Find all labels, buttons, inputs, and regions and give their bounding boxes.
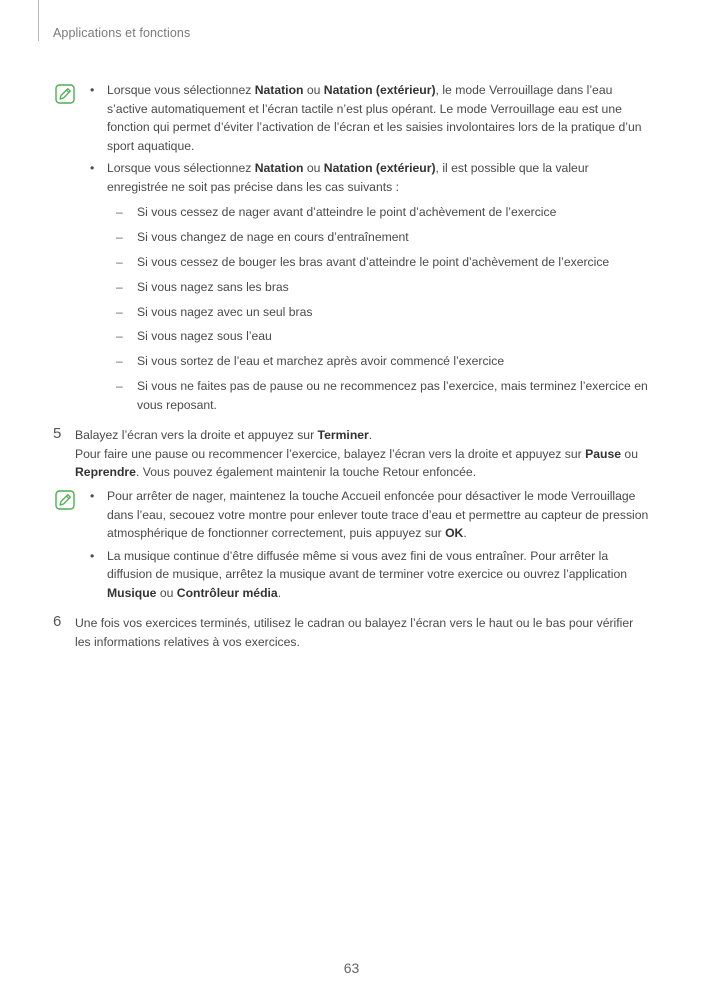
step-6-number: 6 [53,613,62,630]
list-item: – Si vous nagez sous l’eau [107,327,650,346]
page-number: 63 [343,960,360,976]
note-1-bullet-1: • Lorsque vous sélectionnez Natation ou Natation (extérieur), le mode Verrouillage dans l’eau s’active automatiquement et l’écran tactile n’est plus opérant. Le mode Verrouillage eau est une fonction qui permet d’éviter l’activation de l’écran et les saisies involontaires lors de la pratique d’un sport aquatique. [90,81,650,155]
header-divider [38,0,39,41]
list-item: – Si vous nagez sans les bras [107,278,650,297]
list-item: – Si vous cessez de nager avant d’atteindre le point d’achèvement de l’exercice [107,203,650,222]
list-item: – Si vous sortez de l’eau et marchez après avoir commencé l’exercice [107,352,650,371]
section-title: Applications et fonctions [53,26,191,40]
list-item: – Si vous changez de nage en cours d’entraînement [107,228,650,247]
list-item: – Si vous ne faites pas de pause ou ne recommencez pas l’exercice, mais terminez l’exercice en vous reposant. [107,377,650,414]
inaccuracy-cases-list [107,203,650,415]
note-2-list [90,487,650,603]
note-2-bullet-2: • La musique continue d’être diffusée même si vous avez fini de vous entraîner. Pour arrêter la diffusion de musique, arrêtez la musique avant de terminer votre exercice ou ouvrez l’application Musique ou Contrôleur média. [90,547,650,603]
note-1-bullet-2: • Lorsque vous sélectionnez Natation ou Natation (extérieur), il est possible que la valeur enregistrée ne soit pas précise dans les cas suivants : – Si vous cessez de nager avant d’atteindre le point d’achèvement de l’exercice – Si vous changez de nage en cours d’entraînement – Si vous cessez de bouger les bras avant d’atteindre le point d’achèvement de l’exercice – Si vous nagez sans les bras – Si vous nagez avec un seul bras – Si vous nagez sous l’eau – Si vous sortez de l’eau et marchez après avoir commencé l’exercice – Si vous ne faites pas de pause ou ne recommencez pas l’exercice, mais terminez l’exercice en vous reposant. [90,159,650,414]
step-6-text: Une fois vos exercices terminés, utilisez le cadran ou balayez l’écran vers le haut ou le bas pour vérifier les informations relatives à vos exercices. [75,616,634,649]
note-1-list [90,81,650,421]
step-5-number: 5 [53,425,62,442]
list-item: – Si vous cessez de bouger les bras avant d’atteindre le point d’achèvement de l’exercice [107,253,650,272]
note-pencil-icon [55,490,75,510]
list-item: – Si vous nagez avec un seul bras [107,303,650,322]
note-2-bullet-1: • Pour arrêter de nager, maintenez la touche Accueil enfoncée pour désactiver le mode Verrouillage dans l’eau, secouez votre montre pour enlever toute trace d’eau et permettre au capteur de pression atmosphérique de fonctionner correctement, puis appuyez sur OK. [90,487,650,543]
note-pencil-icon [55,84,75,104]
step-5-text: Balayez l’écran vers la droite et appuyez sur Terminer. Pour faire une pause ou recommencer l’exercice, balayez l’écran vers la droite et appuyez sur Pause ou Reprendre. Vous pouvez également maintenir la touche Retour enfoncée. [75,428,638,480]
